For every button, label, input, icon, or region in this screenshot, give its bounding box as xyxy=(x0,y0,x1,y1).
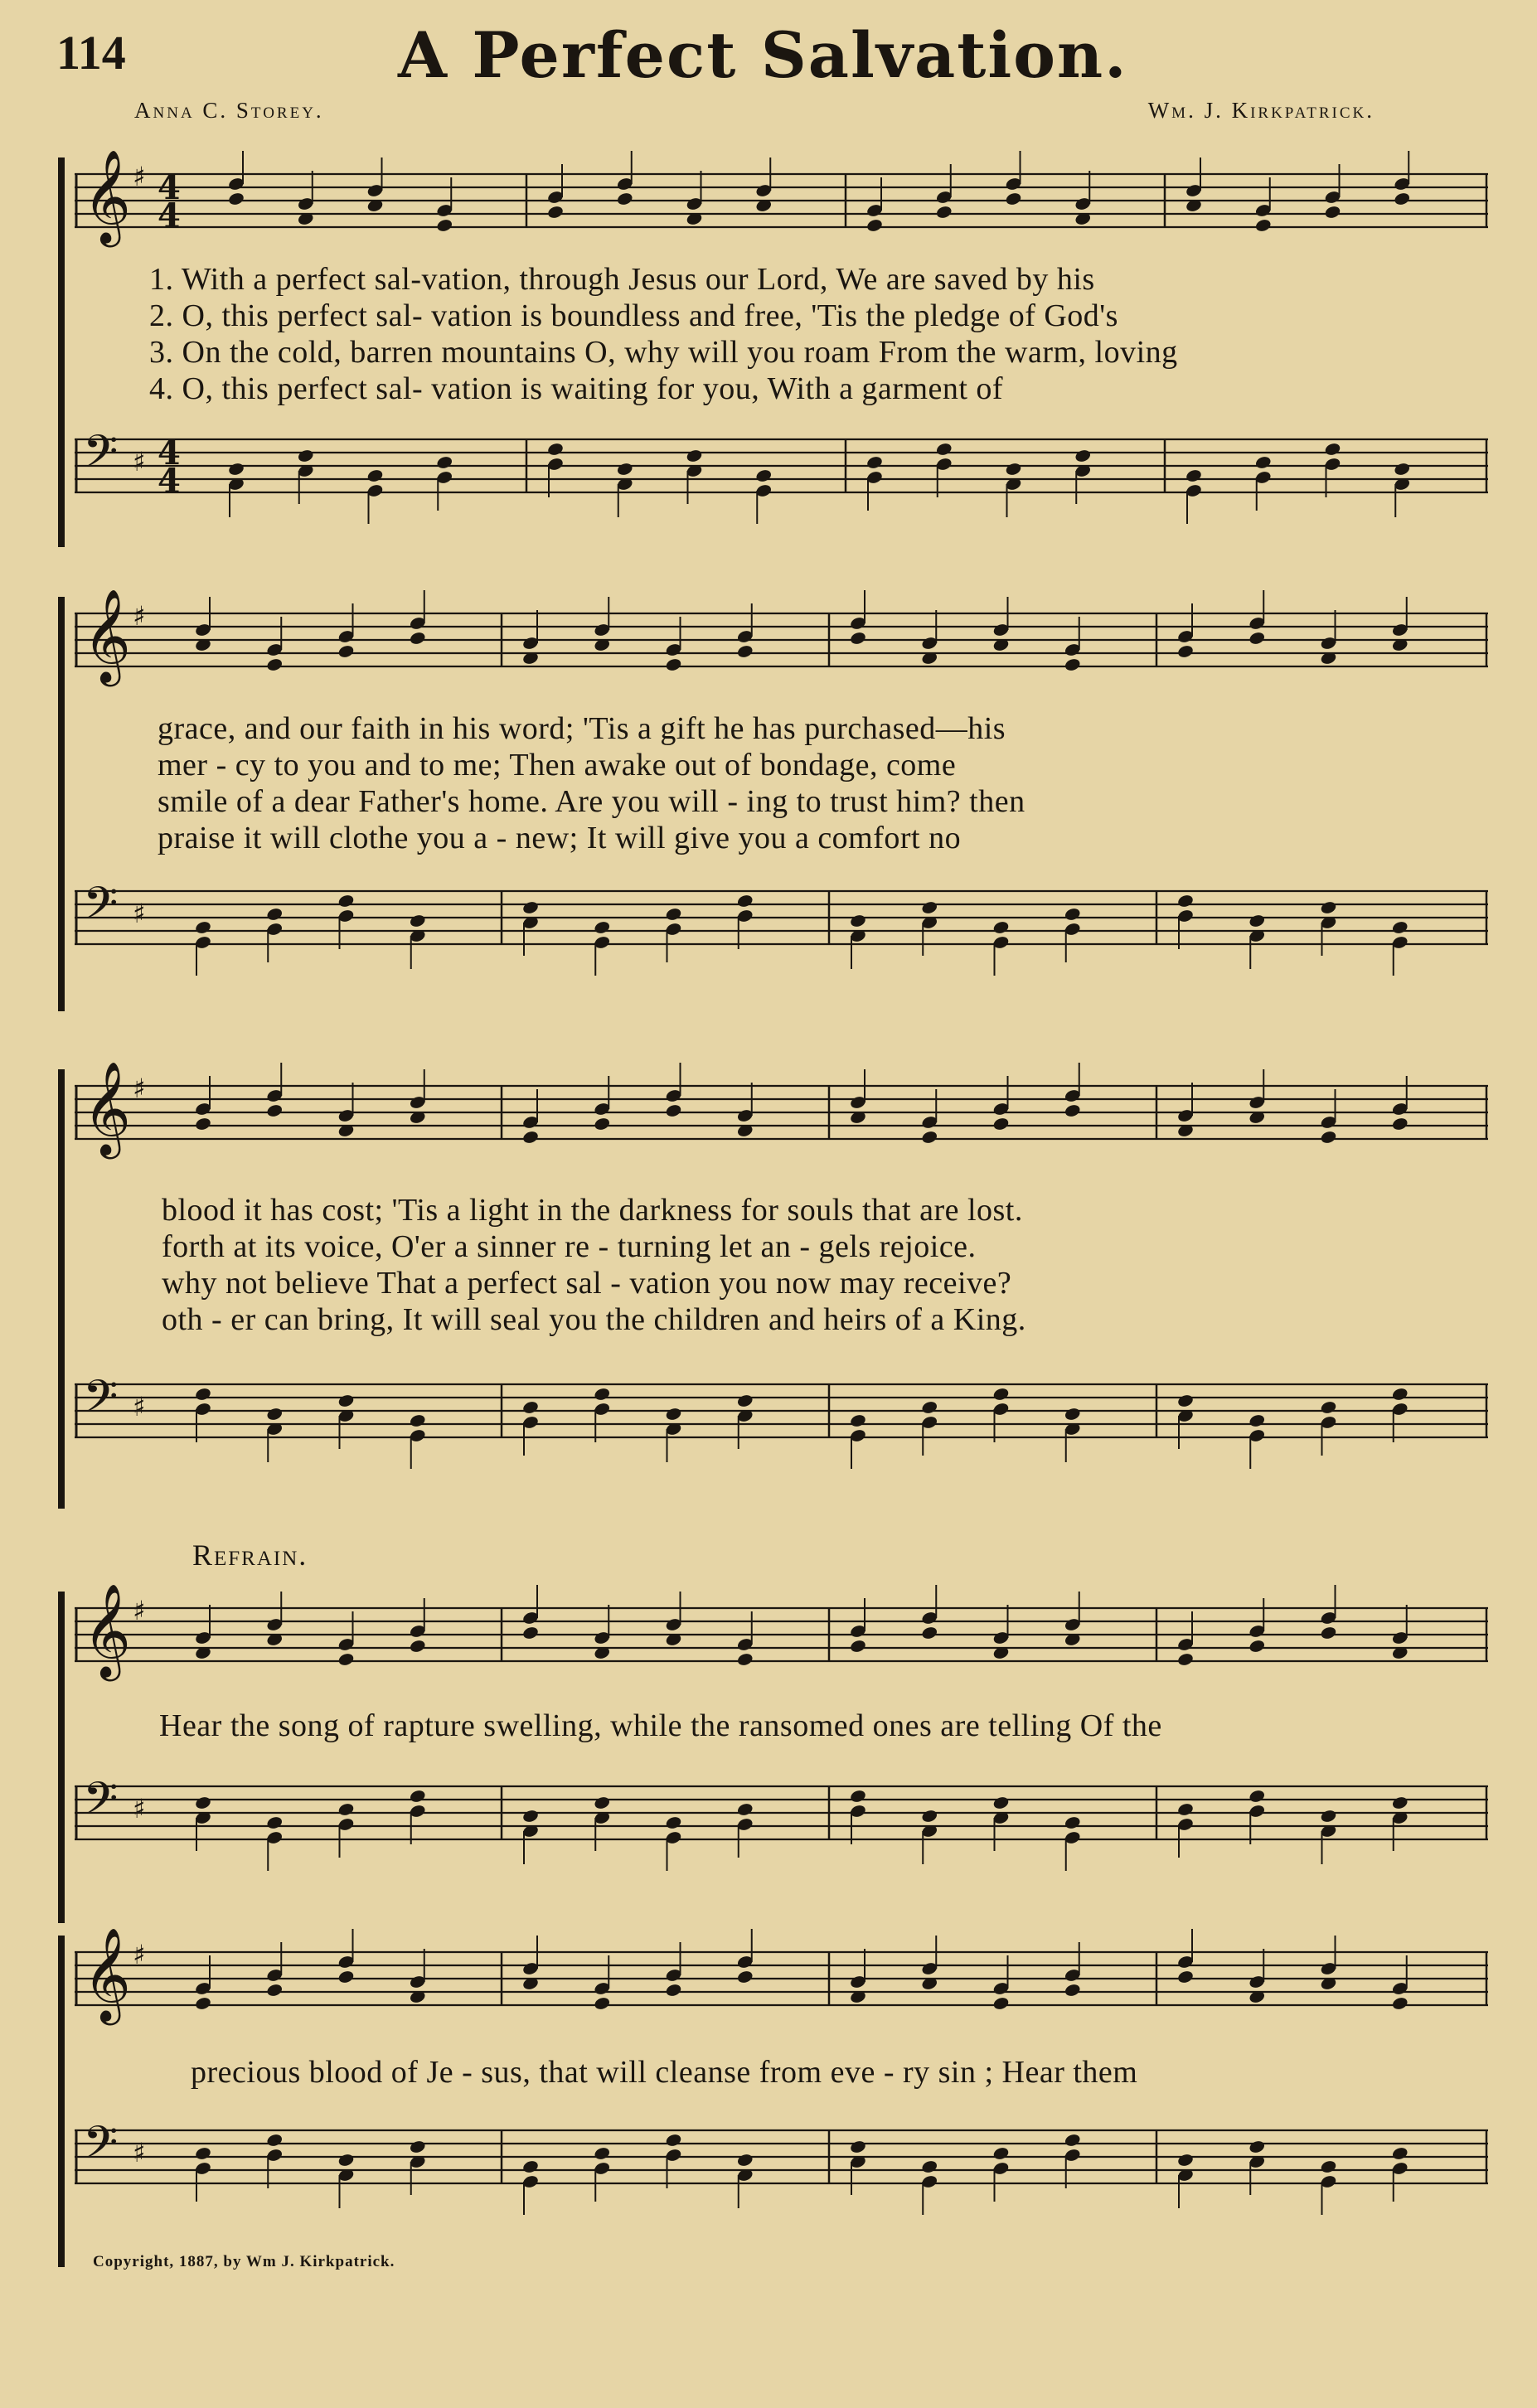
treble-staff xyxy=(75,1053,1492,1194)
note-head xyxy=(921,1809,938,1824)
note-head xyxy=(1185,468,1202,483)
note-head xyxy=(755,468,773,483)
note-head xyxy=(935,205,953,220)
note-head xyxy=(1391,1117,1409,1131)
lyric-line: Hear the song of rapture swelling, while the ransomed ones are telling Of the xyxy=(159,1708,1162,1743)
note-head xyxy=(1320,1626,1337,1640)
note-head xyxy=(1176,1652,1194,1667)
note-head xyxy=(1254,218,1272,233)
note-head xyxy=(849,631,866,646)
note-head xyxy=(665,2133,682,2148)
note-head xyxy=(736,1802,754,1817)
note-head xyxy=(337,1802,355,1817)
treble-clef-icon: 𝄞 xyxy=(83,589,131,683)
treble-clef-icon: 𝄞 xyxy=(83,1583,131,1678)
note-head xyxy=(1176,1802,1194,1817)
time-signature-bottom: 4 xyxy=(158,462,181,501)
note-head xyxy=(1249,2139,1266,2154)
note-head xyxy=(521,1809,539,1824)
sharp-icon: ♯ xyxy=(133,1391,146,1422)
note-head xyxy=(594,1387,611,1402)
note-head xyxy=(266,1983,284,1998)
treble-clef-icon: 𝄞 xyxy=(83,1061,131,1156)
system-bracket xyxy=(58,1069,65,1509)
note-head xyxy=(1249,1413,1266,1428)
note-head xyxy=(266,1407,284,1422)
lyric-line: 3. On the cold, barren mountains O, why will you roam From the warm, loving xyxy=(149,335,1178,370)
note-head xyxy=(1394,462,1411,477)
note-head xyxy=(194,1795,211,1810)
note-head xyxy=(992,2146,1010,2161)
time-signature-bottom: 4 xyxy=(158,196,181,235)
sharp-icon: ♯ xyxy=(133,161,146,192)
bass-clef-icon: 𝄢 xyxy=(83,2116,119,2180)
note-head xyxy=(409,1789,426,1804)
note-head xyxy=(921,1130,938,1145)
note-head xyxy=(736,1393,754,1408)
lyric-line: 2. O, this perfect sal- vation is boundless and free, 'Tis the pledge of God's xyxy=(149,298,1118,333)
lyric-line: mer - cy to you and to me; Then awake out of bondage, come xyxy=(158,748,957,782)
bass-clef-icon: 𝄢 xyxy=(83,1772,119,1836)
bass-staff xyxy=(75,1753,1492,1894)
note-head xyxy=(1391,1387,1409,1402)
note-head xyxy=(194,920,211,935)
note-head xyxy=(1324,205,1341,220)
lyric-line: 4. O, this perfect sal- vation is waiting for you, With a garment of xyxy=(149,371,1004,406)
note-head xyxy=(992,1387,1010,1402)
note-head xyxy=(266,657,284,672)
treble-staff xyxy=(75,580,1492,721)
note-head xyxy=(1320,1400,1337,1415)
note-head xyxy=(616,191,633,206)
note-head xyxy=(227,191,245,206)
note-head xyxy=(1249,913,1266,928)
note-head xyxy=(409,1413,426,1428)
system-bracket xyxy=(58,1936,65,2267)
note-head xyxy=(1254,455,1272,470)
time-signature-top: 4 xyxy=(158,434,181,472)
sharp-icon: ♯ xyxy=(133,2137,146,2168)
note-head xyxy=(1249,1789,1266,1804)
bass-clef-icon: 𝄢 xyxy=(83,1370,119,1434)
note-head xyxy=(409,1639,426,1654)
note-head xyxy=(594,1117,611,1131)
note-head xyxy=(266,1103,284,1118)
note-head xyxy=(546,205,564,220)
note-head xyxy=(1320,1809,1337,1824)
note-head xyxy=(1249,1639,1266,1654)
note-head xyxy=(1064,2133,1081,2148)
note-head xyxy=(409,2139,426,2154)
bass-staff xyxy=(75,1351,1492,1492)
note-head xyxy=(1320,900,1337,915)
sharp-icon: ♯ xyxy=(133,1793,146,1824)
author-credit: Anna C. Storey. xyxy=(134,98,324,123)
system-bracket xyxy=(58,157,65,547)
note-head xyxy=(1320,2159,1337,2174)
lyric-line: blood it has cost; 'Tis a light in the darkness for souls that are lost. xyxy=(162,1193,1023,1228)
refrain-label: Refrain. xyxy=(192,1538,308,1572)
refrain-lyrics xyxy=(191,2054,1534,2091)
note-head xyxy=(736,1970,754,1984)
lyric-line: smile of a dear Father's home. Are you will - ing to trust him? then xyxy=(158,784,1025,819)
note-head xyxy=(849,1639,866,1654)
note-head xyxy=(594,1996,611,2011)
note-head xyxy=(865,218,883,233)
bass-staff xyxy=(75,2097,1492,2238)
lyric-line: why not believe That a perfect sal - vation you now may receive? xyxy=(162,1266,1012,1301)
note-head xyxy=(849,1413,866,1428)
note-head xyxy=(921,1626,938,1640)
note-head xyxy=(992,1117,1010,1131)
note-head xyxy=(849,913,866,928)
note-head xyxy=(736,644,754,659)
note-head xyxy=(409,631,426,646)
note-head xyxy=(665,657,682,672)
note-head xyxy=(337,1652,355,1667)
note-head xyxy=(337,894,355,908)
verse-lyrics xyxy=(149,261,1492,407)
note-head xyxy=(594,1795,611,1810)
note-head xyxy=(366,468,384,483)
note-head xyxy=(1391,1795,1409,1810)
lyric-line: precious blood of Je - sus, that will cleanse from eve - ry sin ; Hear them xyxy=(191,2055,1138,2090)
note-head xyxy=(194,1117,211,1131)
note-head xyxy=(266,907,284,922)
note-head xyxy=(594,2146,611,2161)
lyric-line: grace, and our faith in his word; 'Tis a gift he has purchased—his xyxy=(158,711,1006,746)
note-head xyxy=(1064,657,1081,672)
treble-staff xyxy=(75,1919,1492,2060)
note-head xyxy=(1005,462,1022,477)
lyric-line: oth - er can bring, It will seal you the children and heirs of a King. xyxy=(162,1302,1026,1337)
note-head xyxy=(521,1130,539,1145)
note-head xyxy=(436,218,453,233)
note-head xyxy=(1391,2146,1409,2161)
note-head xyxy=(1005,191,1022,206)
sharp-icon: ♯ xyxy=(133,1939,146,1970)
note-head xyxy=(992,920,1010,935)
bass-staff xyxy=(75,858,1492,999)
note-head xyxy=(1176,644,1194,659)
note-head xyxy=(1391,1996,1409,2011)
sharp-icon: ♯ xyxy=(133,1595,146,1626)
note-head xyxy=(665,1815,682,1830)
time-signature-top: 4 xyxy=(158,168,181,207)
note-head xyxy=(1391,920,1409,935)
note-head xyxy=(921,2159,938,2174)
note-head xyxy=(665,907,682,922)
lyric-line: praise it will clothe you a - new; It will give you a comfort no xyxy=(158,821,962,855)
note-head xyxy=(1064,1407,1081,1422)
note-head xyxy=(266,1815,284,1830)
treble-clef-icon: 𝄞 xyxy=(83,1927,131,2022)
note-head xyxy=(521,1400,539,1415)
note-head xyxy=(1176,1393,1194,1408)
page-number: 114 xyxy=(56,26,126,80)
note-head xyxy=(1074,448,1092,463)
note-head xyxy=(849,2139,866,2154)
note-head xyxy=(665,1103,682,1118)
note-head xyxy=(736,2153,754,2168)
verse-lyrics xyxy=(162,1192,1505,1338)
note-head xyxy=(1394,191,1411,206)
note-head xyxy=(1064,1103,1081,1118)
note-head xyxy=(194,1387,211,1402)
verse-lyrics xyxy=(158,710,1501,856)
note-head xyxy=(665,1983,682,1998)
note-head xyxy=(665,1407,682,1422)
composer-credit: Wm. J. Kirkpatrick. xyxy=(1147,98,1375,123)
treble-clef-icon: 𝄞 xyxy=(83,149,131,244)
note-head xyxy=(1064,907,1081,922)
lyric-line: 1. With a perfect sal-vation, through Jesus our Lord, We are saved by his xyxy=(149,262,1095,297)
note-head xyxy=(337,644,355,659)
note-head xyxy=(436,455,453,470)
note-head xyxy=(1320,1130,1337,1145)
note-head xyxy=(1064,1983,1081,1998)
note-head xyxy=(521,900,539,915)
note-head xyxy=(1064,1815,1081,1830)
bass-clef-icon: 𝄢 xyxy=(83,877,119,941)
note-head xyxy=(337,2153,355,2168)
note-head xyxy=(992,1996,1010,2011)
note-head xyxy=(227,462,245,477)
note-head xyxy=(266,2133,284,2148)
note-head xyxy=(1324,442,1341,457)
bass-clef-icon: 𝄢 xyxy=(83,425,119,489)
note-head xyxy=(992,1795,1010,1810)
hymn-title: A Perfect Salvation. xyxy=(398,18,1128,92)
note-head xyxy=(921,1400,938,1415)
refrain-lyrics xyxy=(159,1708,1502,1744)
note-head xyxy=(616,462,633,477)
lyric-line: forth at its voice, O'er a sinner re - turning let an - gels rejoice. xyxy=(162,1229,977,1264)
note-head xyxy=(1249,631,1266,646)
note-head xyxy=(1176,1970,1194,1984)
note-head xyxy=(194,2146,211,2161)
note-head xyxy=(921,900,938,915)
note-head xyxy=(521,1626,539,1640)
note-head xyxy=(736,1652,754,1667)
note-head xyxy=(1176,894,1194,908)
note-head xyxy=(594,920,611,935)
copyright-notice: Copyright, 1887, by Wm J. Kirkpatrick. xyxy=(93,2253,395,2270)
note-head xyxy=(736,894,754,908)
note-head xyxy=(337,1393,355,1408)
note-head xyxy=(686,448,703,463)
note-head xyxy=(546,442,564,457)
note-head xyxy=(1176,2153,1194,2168)
sharp-icon: ♯ xyxy=(133,600,146,632)
note-head xyxy=(521,2159,539,2174)
note-head xyxy=(297,448,314,463)
treble-staff xyxy=(75,1575,1492,1716)
bass-staff xyxy=(75,406,1492,547)
sharp-icon: ♯ xyxy=(133,1073,146,1104)
note-head xyxy=(865,455,883,470)
sharp-icon: ♯ xyxy=(133,446,146,477)
system-bracket xyxy=(58,597,65,1011)
system-bracket xyxy=(58,1592,65,1923)
note-head xyxy=(849,1789,866,1804)
sharp-icon: ♯ xyxy=(133,898,146,929)
note-head xyxy=(337,1970,355,1984)
note-head xyxy=(935,442,953,457)
note-head xyxy=(194,1996,211,2011)
note-head xyxy=(409,913,426,928)
